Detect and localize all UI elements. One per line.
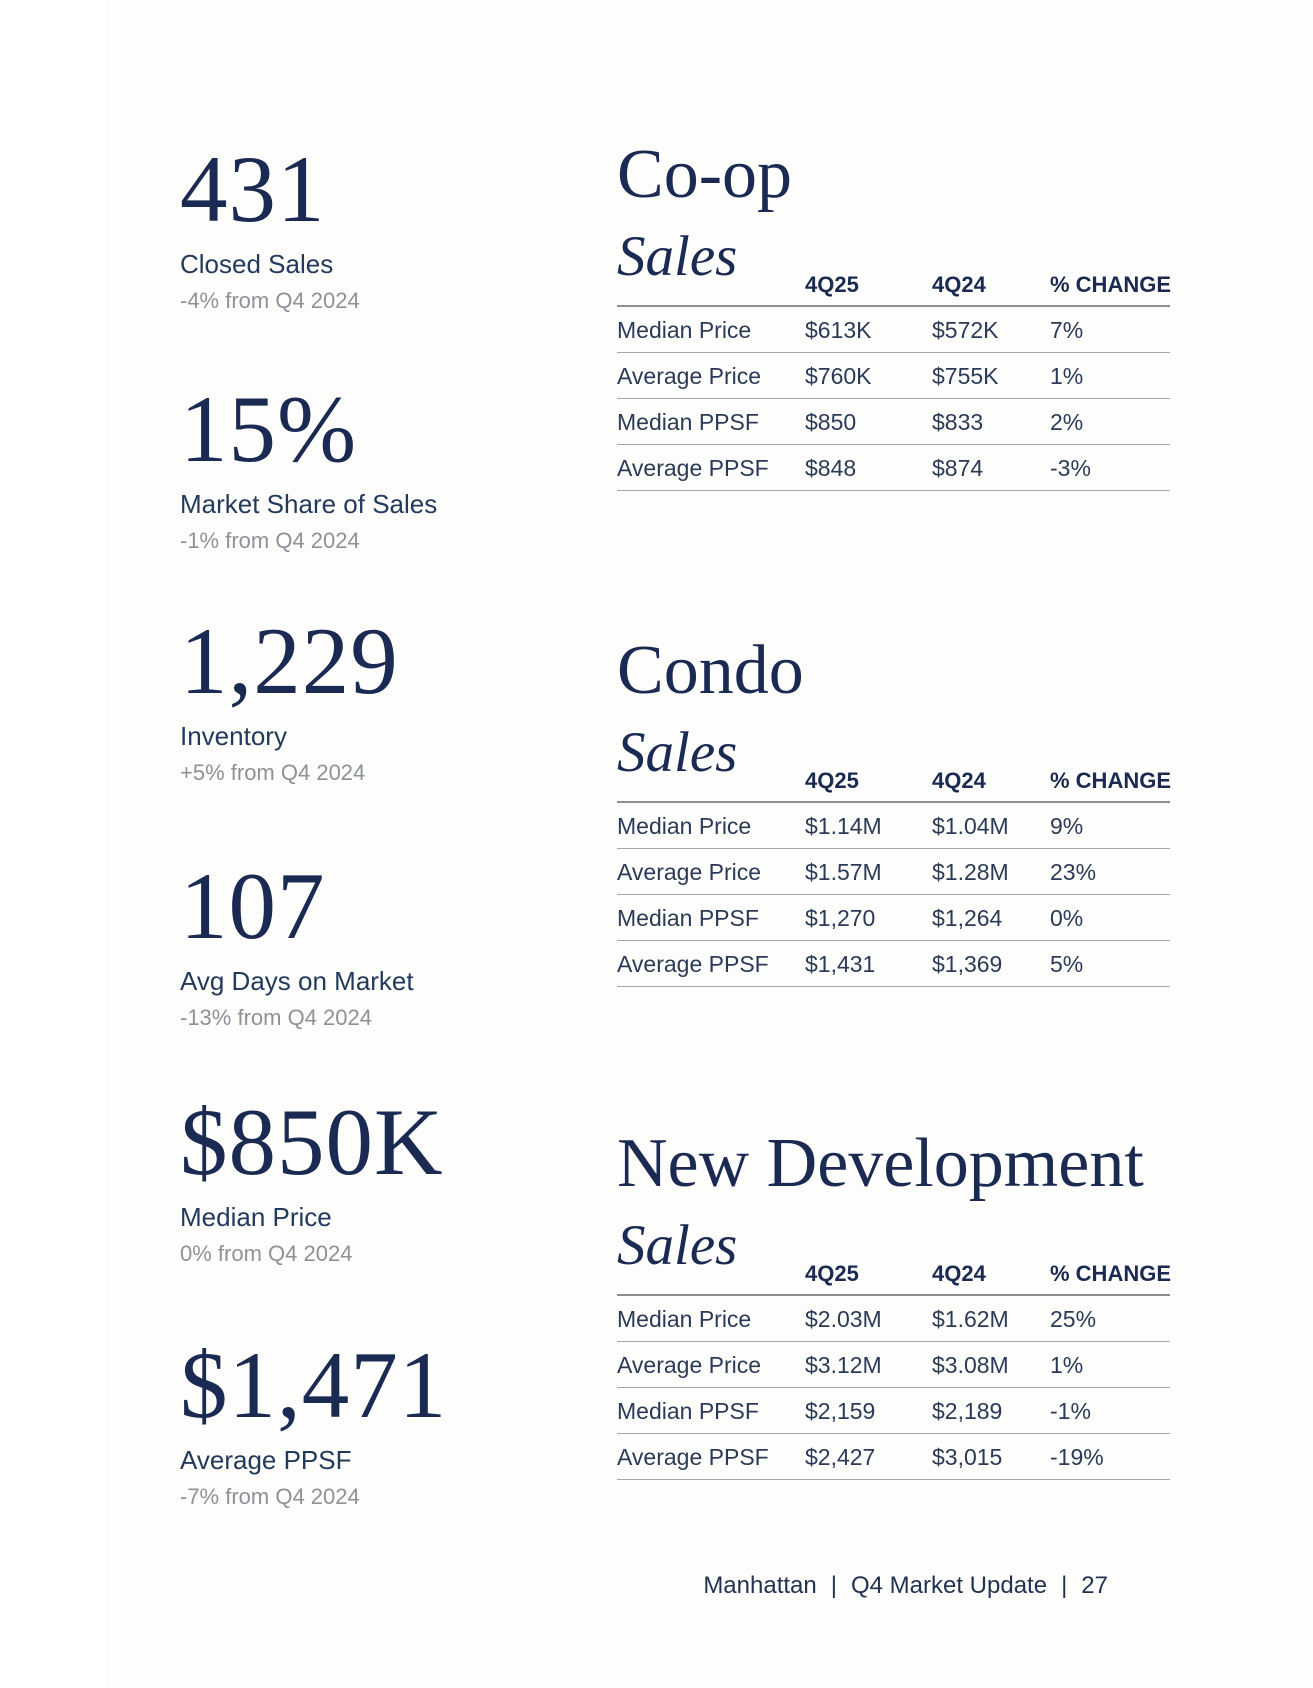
page-footer	[703, 1572, 1108, 1600]
cell-4q25: $613K	[805, 317, 872, 343]
table-body	[617, 1294, 1170, 1480]
row-label: Median Price	[617, 317, 752, 343]
cell-4q25: $848	[805, 455, 857, 481]
cell-4q25: $850	[805, 409, 857, 435]
table-row	[617, 803, 1170, 849]
stat-block	[180, 1089, 444, 1267]
table-row	[617, 1342, 1170, 1388]
stat-value: 107	[180, 853, 326, 959]
cell-4q25: $1,270	[805, 905, 876, 931]
stat-change: 0% from Q4 2024	[180, 1241, 353, 1266]
cell-4q24: $874	[932, 455, 984, 481]
stat-change: -7% from Q4 2024	[180, 1484, 360, 1509]
cell-change: 7%	[1050, 317, 1084, 343]
cell-4q25: $1.14M	[805, 813, 882, 839]
stat-label: Avg Days on Market	[180, 966, 414, 996]
stat-value: 1,229	[180, 608, 399, 714]
section-title: New Development	[617, 1125, 1144, 1202]
stat-label: Median Price	[180, 1202, 332, 1232]
cell-4q24: $572K	[932, 317, 999, 343]
cell-4q25: $3.12M	[805, 1352, 882, 1378]
cell-change: 1%	[1050, 363, 1084, 389]
row-label: Median Price	[617, 813, 752, 839]
table-header-row	[617, 270, 1170, 299]
cell-4q24: $3.08M	[932, 1352, 1009, 1378]
table-row	[617, 941, 1170, 987]
page-left-margin	[0, 0, 106, 1688]
cell-4q24: $1.28M	[932, 859, 1009, 885]
table-body	[617, 305, 1170, 491]
table-row	[617, 353, 1170, 399]
cell-4q24: $1.62M	[932, 1306, 1009, 1332]
footer-report-title: Q4 Market Update	[850, 1572, 1048, 1599]
cell-4q25: $2.03M	[805, 1306, 882, 1332]
sales-table	[617, 136, 1172, 481]
table-row	[617, 895, 1170, 941]
column-header-4q24: 4Q24	[932, 1261, 986, 1286]
cell-4q24: $2,189	[932, 1398, 1003, 1424]
cell-change: -3%	[1050, 455, 1091, 481]
row-label: Average PPSF	[617, 455, 769, 481]
table-row	[617, 1434, 1170, 1480]
table-row	[617, 399, 1170, 445]
sales-table	[617, 1125, 1172, 1470]
stat-block	[180, 853, 414, 1031]
cell-4q25: $1,431	[805, 951, 876, 977]
cell-change: -1%	[1050, 1398, 1091, 1424]
row-label: Average Price	[617, 1352, 762, 1378]
column-header-4q25: 4Q25	[805, 1261, 859, 1286]
stat-change: -1% from Q4 2024	[180, 528, 360, 553]
stat-value: $1,471	[180, 1332, 448, 1438]
cell-change: 5%	[1050, 951, 1084, 977]
stat-label: Closed Sales	[180, 249, 334, 279]
column-header-4q24: 4Q24	[932, 768, 986, 793]
footer-separator: |	[830, 1572, 837, 1599]
cell-change: 9%	[1050, 813, 1084, 839]
row-label: Average Price	[617, 859, 762, 885]
section-subtitle: Sales	[617, 1214, 738, 1277]
stat-block	[180, 608, 399, 786]
cell-change: -19%	[1050, 1444, 1104, 1470]
cell-change: 1%	[1050, 1352, 1084, 1378]
cell-4q25: $2,427	[805, 1444, 876, 1470]
column-header-change: % CHANGE	[1050, 272, 1172, 297]
section-subtitle: Sales	[617, 721, 738, 784]
stat-change: +5% from Q4 2024	[180, 760, 366, 785]
stat-value: 431	[180, 136, 326, 242]
cell-4q25: $760K	[805, 363, 872, 389]
stat-label: Inventory	[180, 721, 287, 751]
table-body	[617, 801, 1170, 987]
table-header-row	[617, 1259, 1170, 1288]
stat-label: Market Share of Sales	[180, 489, 438, 519]
sales-table	[617, 632, 1172, 977]
row-label: Median Price	[617, 1306, 752, 1332]
cell-4q24: $1.04M	[932, 813, 1009, 839]
column-header-4q25: 4Q25	[805, 768, 859, 793]
cell-4q25: $2,159	[805, 1398, 876, 1424]
column-header-4q24: 4Q24	[932, 272, 986, 297]
stat-value: $850K	[180, 1089, 444, 1195]
row-label: Average PPSF	[617, 1444, 769, 1470]
cell-4q25: $1.57M	[805, 859, 882, 885]
stat-block	[180, 136, 360, 314]
section-title: Co-op	[617, 136, 792, 213]
cell-change: 2%	[1050, 409, 1084, 435]
column-header-change: % CHANGE	[1050, 1261, 1172, 1286]
stat-change: -13% from Q4 2024	[180, 1005, 372, 1030]
cell-4q24: $3,015	[932, 1444, 1003, 1470]
row-label: Median PPSF	[617, 409, 759, 435]
column-header-4q25: 4Q25	[805, 272, 859, 297]
cell-4q24: $1,264	[932, 905, 1003, 931]
table-row	[617, 1388, 1170, 1434]
row-label: Median PPSF	[617, 905, 759, 931]
stat-value: 15%	[180, 376, 358, 482]
table-header-row	[617, 766, 1170, 795]
row-label: Average PPSF	[617, 951, 769, 977]
footer-page-number: 27	[1081, 1572, 1108, 1599]
stat-change: -4% from Q4 2024	[180, 288, 360, 313]
cell-4q24: $1,369	[932, 951, 1003, 977]
table-row	[617, 1296, 1170, 1342]
stat-label: Average PPSF	[180, 1445, 352, 1475]
cell-change: 25%	[1050, 1306, 1097, 1332]
footer-location: Manhattan	[703, 1572, 817, 1599]
table-row	[617, 849, 1170, 895]
cell-change: 23%	[1050, 859, 1097, 885]
row-label: Average Price	[617, 363, 762, 389]
row-label: Median PPSF	[617, 1398, 759, 1424]
section-subtitle: Sales	[617, 225, 738, 288]
stat-block	[180, 376, 438, 554]
cell-change: 0%	[1050, 905, 1084, 931]
table-row	[617, 445, 1170, 491]
column-header-change: % CHANGE	[1050, 768, 1172, 793]
table-row	[617, 307, 1170, 353]
cell-4q24: $755K	[932, 363, 999, 389]
footer-separator: |	[1061, 1572, 1068, 1599]
stat-block	[180, 1332, 448, 1510]
cell-4q24: $833	[932, 409, 984, 435]
section-title: Condo	[617, 632, 804, 709]
